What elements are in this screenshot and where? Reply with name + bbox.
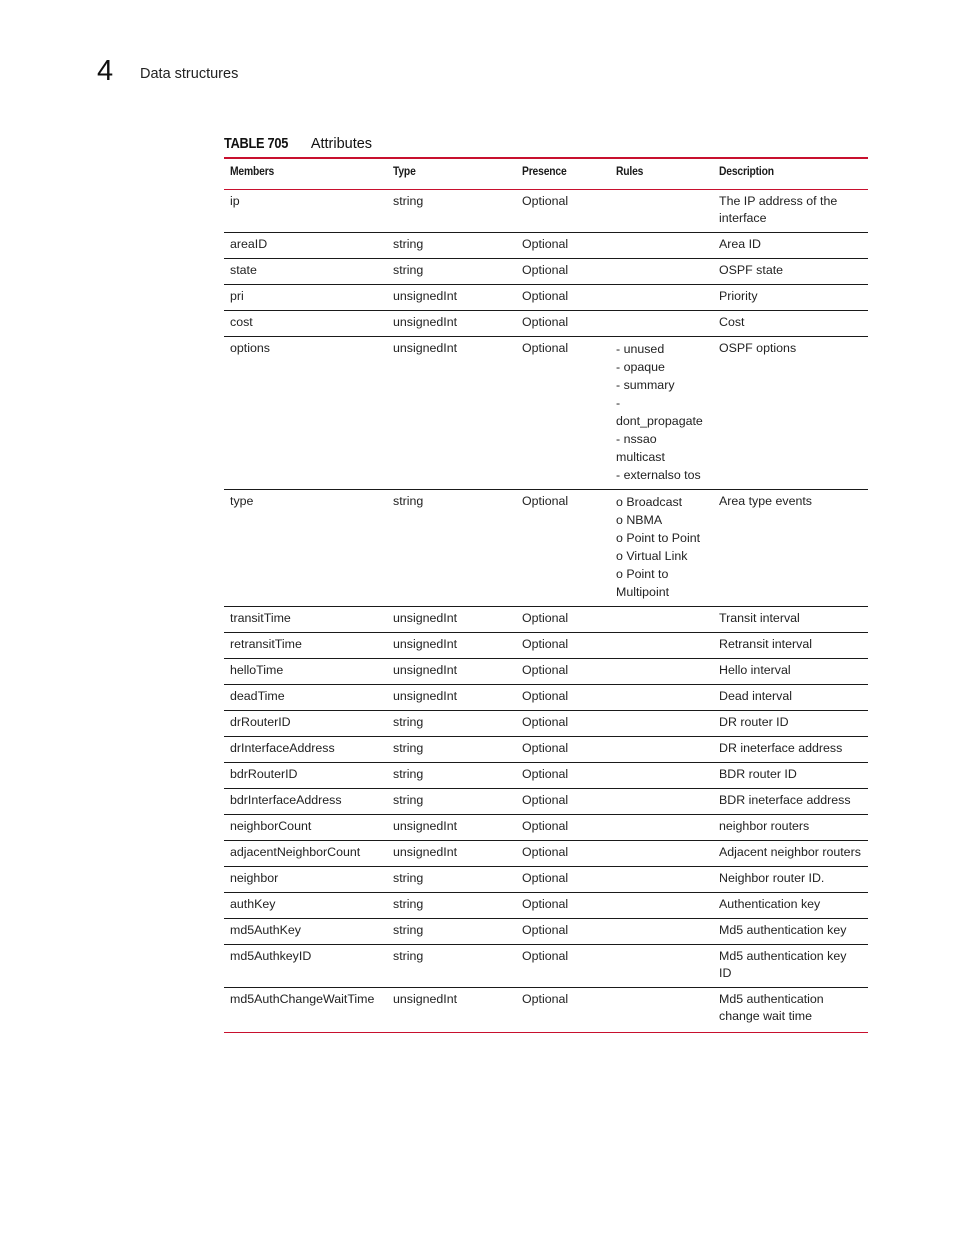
- cell-type: unsignedInt: [387, 337, 516, 490]
- cell-member: drRouterID: [224, 711, 387, 737]
- rule-item: o Virtual Link: [616, 549, 688, 563]
- table-caption: [224, 136, 372, 152]
- table-row: [224, 789, 868, 815]
- rule-item: o Broadcast: [616, 495, 683, 509]
- rule-item: - summary: [616, 378, 675, 392]
- table-row: [224, 988, 868, 1033]
- rule-item: - opaque: [616, 360, 665, 374]
- cell-type: string: [387, 259, 516, 285]
- cell-member: authKey: [224, 893, 387, 919]
- cell-rules: [610, 607, 713, 633]
- cell-member: options: [224, 337, 387, 490]
- cell-description: DR ineterface address: [713, 737, 868, 763]
- cell-member: bdrInterfaceAddress: [224, 789, 387, 815]
- table-row: [224, 633, 868, 659]
- cell-presence: Optional: [516, 711, 610, 737]
- cell-member: md5AuthKey: [224, 919, 387, 945]
- cell-member: pri: [224, 285, 387, 311]
- table-row: [224, 763, 868, 789]
- cell-member: md5AuthChangeWaitTime: [230, 992, 375, 1006]
- table-row: [224, 867, 868, 893]
- rule-item: o Point to: [616, 567, 669, 581]
- cell-presence: Optional: [516, 190, 610, 233]
- cell-member: drInterfaceAddress: [224, 737, 387, 763]
- column-header-type: [387, 158, 516, 190]
- cell-description: Md5 authentication key: [713, 919, 868, 945]
- cell-presence: Optional: [516, 841, 610, 867]
- table-body: [224, 190, 868, 1033]
- column-header-rules-label: Rules: [616, 164, 644, 178]
- cell-member: deadTime: [224, 685, 387, 711]
- cell-rules: [610, 815, 713, 841]
- rule-item: dont_propagate: [616, 414, 703, 428]
- cell-presence: Optional: [516, 685, 610, 711]
- table-row: [224, 190, 868, 233]
- cell-rules: [610, 490, 713, 607]
- cell-presence: Optional: [516, 945, 610, 988]
- cell-rules: [610, 285, 713, 311]
- cell-description: BDR router ID: [713, 763, 868, 789]
- cell-rules: [610, 988, 713, 1033]
- cell-rules: [610, 337, 713, 490]
- cell-type: unsignedInt: [387, 685, 516, 711]
- rule-item: - nssao: [616, 432, 657, 446]
- column-header-description: [713, 158, 868, 190]
- cell-type: unsignedInt: [387, 659, 516, 685]
- cell-rules: [610, 711, 713, 737]
- table-row: [224, 285, 868, 311]
- cell-description: neighbor routers: [713, 815, 868, 841]
- table-row: [224, 841, 868, 867]
- column-header-description-label: Description: [719, 164, 774, 178]
- cell-type: unsignedInt: [387, 285, 516, 311]
- cell-presence: Optional: [516, 893, 610, 919]
- cell-description: OSPF state: [713, 259, 868, 285]
- cell-description: Area type events: [713, 490, 868, 607]
- cell-rules: [610, 945, 713, 988]
- table-row: [224, 233, 868, 259]
- cell-description: Neighbor router ID.: [713, 867, 868, 893]
- cell-type: string: [387, 945, 516, 988]
- cell-presence: Optional: [516, 633, 610, 659]
- rule-item: o NBMA: [616, 513, 663, 527]
- cell-type: string: [387, 763, 516, 789]
- cell-member: helloTime: [224, 659, 387, 685]
- cell-member: adjacentNeighborCount: [224, 841, 387, 867]
- cell-type: unsignedInt: [387, 841, 516, 867]
- cell-presence: Optional: [516, 607, 610, 633]
- cell-member: md5AuthkeyID: [224, 945, 387, 988]
- column-header-presence-label: Presence: [522, 164, 567, 178]
- attributes-table: [224, 157, 868, 1033]
- cell-rules: [610, 919, 713, 945]
- cell-type: string: [387, 233, 516, 259]
- cell-member: cost: [224, 311, 387, 337]
- cell-description: Transit interval: [713, 607, 868, 633]
- cell-presence: Optional: [516, 789, 610, 815]
- cell-rules: [610, 659, 713, 685]
- column-header-rules: [610, 158, 713, 190]
- cell-presence: Optional: [516, 919, 610, 945]
- cell-type: string: [387, 789, 516, 815]
- rule-item: Multipoint: [616, 585, 670, 599]
- cell-member: retransitTime: [224, 633, 387, 659]
- cell-presence: Optional: [516, 233, 610, 259]
- column-header-presence: [516, 158, 610, 190]
- cell-type: string: [387, 490, 516, 607]
- table-row: [224, 737, 868, 763]
- cell-member: neighbor: [224, 867, 387, 893]
- cell-type: unsignedInt: [387, 311, 516, 337]
- cell-rules: [610, 190, 713, 233]
- table-row: [224, 337, 868, 490]
- cell-rules: [610, 233, 713, 259]
- cell-type: string: [387, 867, 516, 893]
- cell-description: DR router ID: [713, 711, 868, 737]
- cell-rules: [610, 841, 713, 867]
- cell-rules: [610, 737, 713, 763]
- table-row: [224, 893, 868, 919]
- cell-member: bdrRouterID: [224, 763, 387, 789]
- table-row: [224, 311, 868, 337]
- cell-description: Dead interval: [713, 685, 868, 711]
- table-row: [224, 945, 868, 988]
- cell-description: The IP address of the interface: [713, 190, 868, 233]
- cell-rules: [610, 763, 713, 789]
- cell-presence: Optional: [516, 490, 610, 607]
- rule-item: o Point to Point: [616, 531, 701, 545]
- cell-presence: Optional: [516, 763, 610, 789]
- table-row: [224, 685, 868, 711]
- cell-presence: Optional: [516, 815, 610, 841]
- cell-rules: [610, 893, 713, 919]
- cell-rules: [610, 685, 713, 711]
- rule-item: - externalso tos: [616, 468, 701, 482]
- table-row: [224, 711, 868, 737]
- cell-rules: [610, 867, 713, 893]
- cell-rules: [610, 259, 713, 285]
- cell-type: unsignedInt: [387, 815, 516, 841]
- rule-item: - unused: [616, 342, 665, 356]
- column-header-type-label: Type: [393, 164, 416, 178]
- table-title: Attributes: [310, 136, 373, 152]
- cell-description: Area ID: [713, 233, 868, 259]
- chapter-number: 4: [97, 55, 114, 87]
- cell-presence: Optional: [522, 992, 569, 1006]
- cell-type: string: [387, 190, 516, 233]
- cell-description: Retransit interval: [713, 633, 868, 659]
- chapter-title: Data structures: [140, 66, 239, 82]
- cell-type: string: [387, 919, 516, 945]
- cell-presence: Optional: [516, 285, 610, 311]
- table-row: [224, 659, 868, 685]
- cell-type: unsignedInt: [393, 992, 458, 1006]
- table-header-row: [224, 158, 868, 190]
- cell-member: state: [224, 259, 387, 285]
- cell-type: unsignedInt: [387, 607, 516, 633]
- cell-description: Authentication key: [713, 893, 868, 919]
- cell-member: neighborCount: [224, 815, 387, 841]
- cell-type: string: [387, 893, 516, 919]
- cell-description: Md5 authentication key ID: [713, 945, 868, 988]
- cell-member: areaID: [224, 233, 387, 259]
- table-row: [224, 490, 868, 607]
- cell-presence: Optional: [516, 867, 610, 893]
- rule-item: -: [616, 396, 621, 410]
- cell-presence: Optional: [516, 311, 610, 337]
- cell-description: OSPF options: [713, 337, 868, 490]
- cell-type: unsignedInt: [387, 633, 516, 659]
- cell-member: ip: [224, 190, 387, 233]
- table-row: [224, 815, 868, 841]
- cell-member: transitTime: [224, 607, 387, 633]
- cell-presence: Optional: [516, 337, 610, 490]
- cell-presence: Optional: [516, 737, 610, 763]
- cell-description: Adjacent neighbor routers: [713, 841, 868, 867]
- table-row: [224, 259, 868, 285]
- cell-member: type: [224, 490, 387, 607]
- cell-type: string: [387, 737, 516, 763]
- table-row: [224, 919, 868, 945]
- cell-type: string: [387, 711, 516, 737]
- cell-rules: [610, 311, 713, 337]
- cell-rules: [610, 633, 713, 659]
- cell-rules: [610, 789, 713, 815]
- cell-description: Cost: [713, 311, 868, 337]
- column-header-members-label: Members: [230, 164, 275, 178]
- cell-presence: Optional: [516, 259, 610, 285]
- cell-description: Md5 authentication change wait time: [719, 992, 824, 1023]
- cell-description: Priority: [713, 285, 868, 311]
- column-header-members: [224, 158, 387, 190]
- cell-presence: Optional: [516, 659, 610, 685]
- table-label: TABLE 705: [224, 136, 289, 152]
- cell-description: Hello interval: [713, 659, 868, 685]
- table-row: [224, 607, 868, 633]
- cell-description: BDR ineterface address: [713, 789, 868, 815]
- rule-item: multicast: [616, 450, 665, 464]
